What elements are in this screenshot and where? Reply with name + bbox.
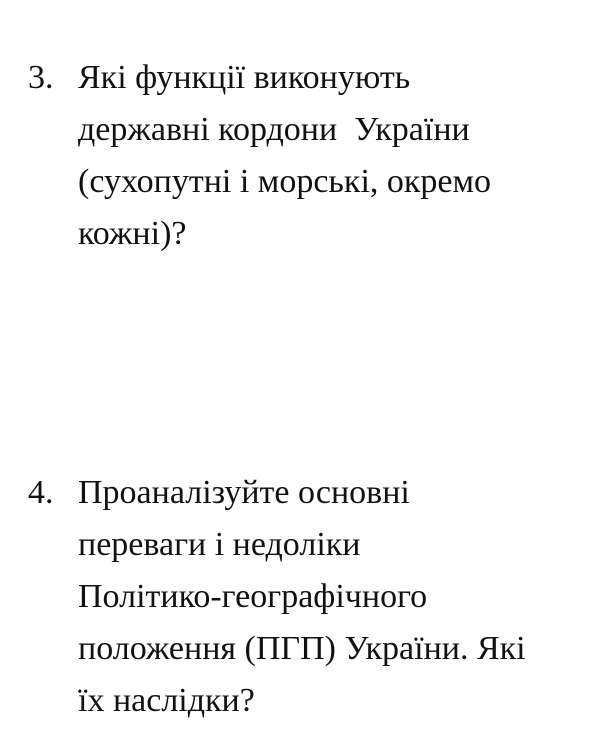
question-text <box>78 467 608 727</box>
question-line: положення (ПГП) України. Які <box>78 630 526 667</box>
question-text <box>78 52 608 260</box>
question-line: переваги і недоліки <box>78 526 361 563</box>
question-line: кожні)? <box>78 215 187 252</box>
question-3 <box>28 52 608 260</box>
question-number: 3. <box>28 59 54 96</box>
question-number: 4. <box>28 474 54 511</box>
question-line: (сухопутні і морські, окремо <box>78 163 492 200</box>
question-line: державні кордони України <box>78 111 470 148</box>
question-line: Які функції виконують <box>78 59 411 96</box>
question-line: Проаналізуйте основні <box>78 474 410 511</box>
question-line: їх наслідки? <box>78 682 255 719</box>
question-4 <box>28 467 608 727</box>
question-line: Політико-географічного <box>78 578 428 615</box>
